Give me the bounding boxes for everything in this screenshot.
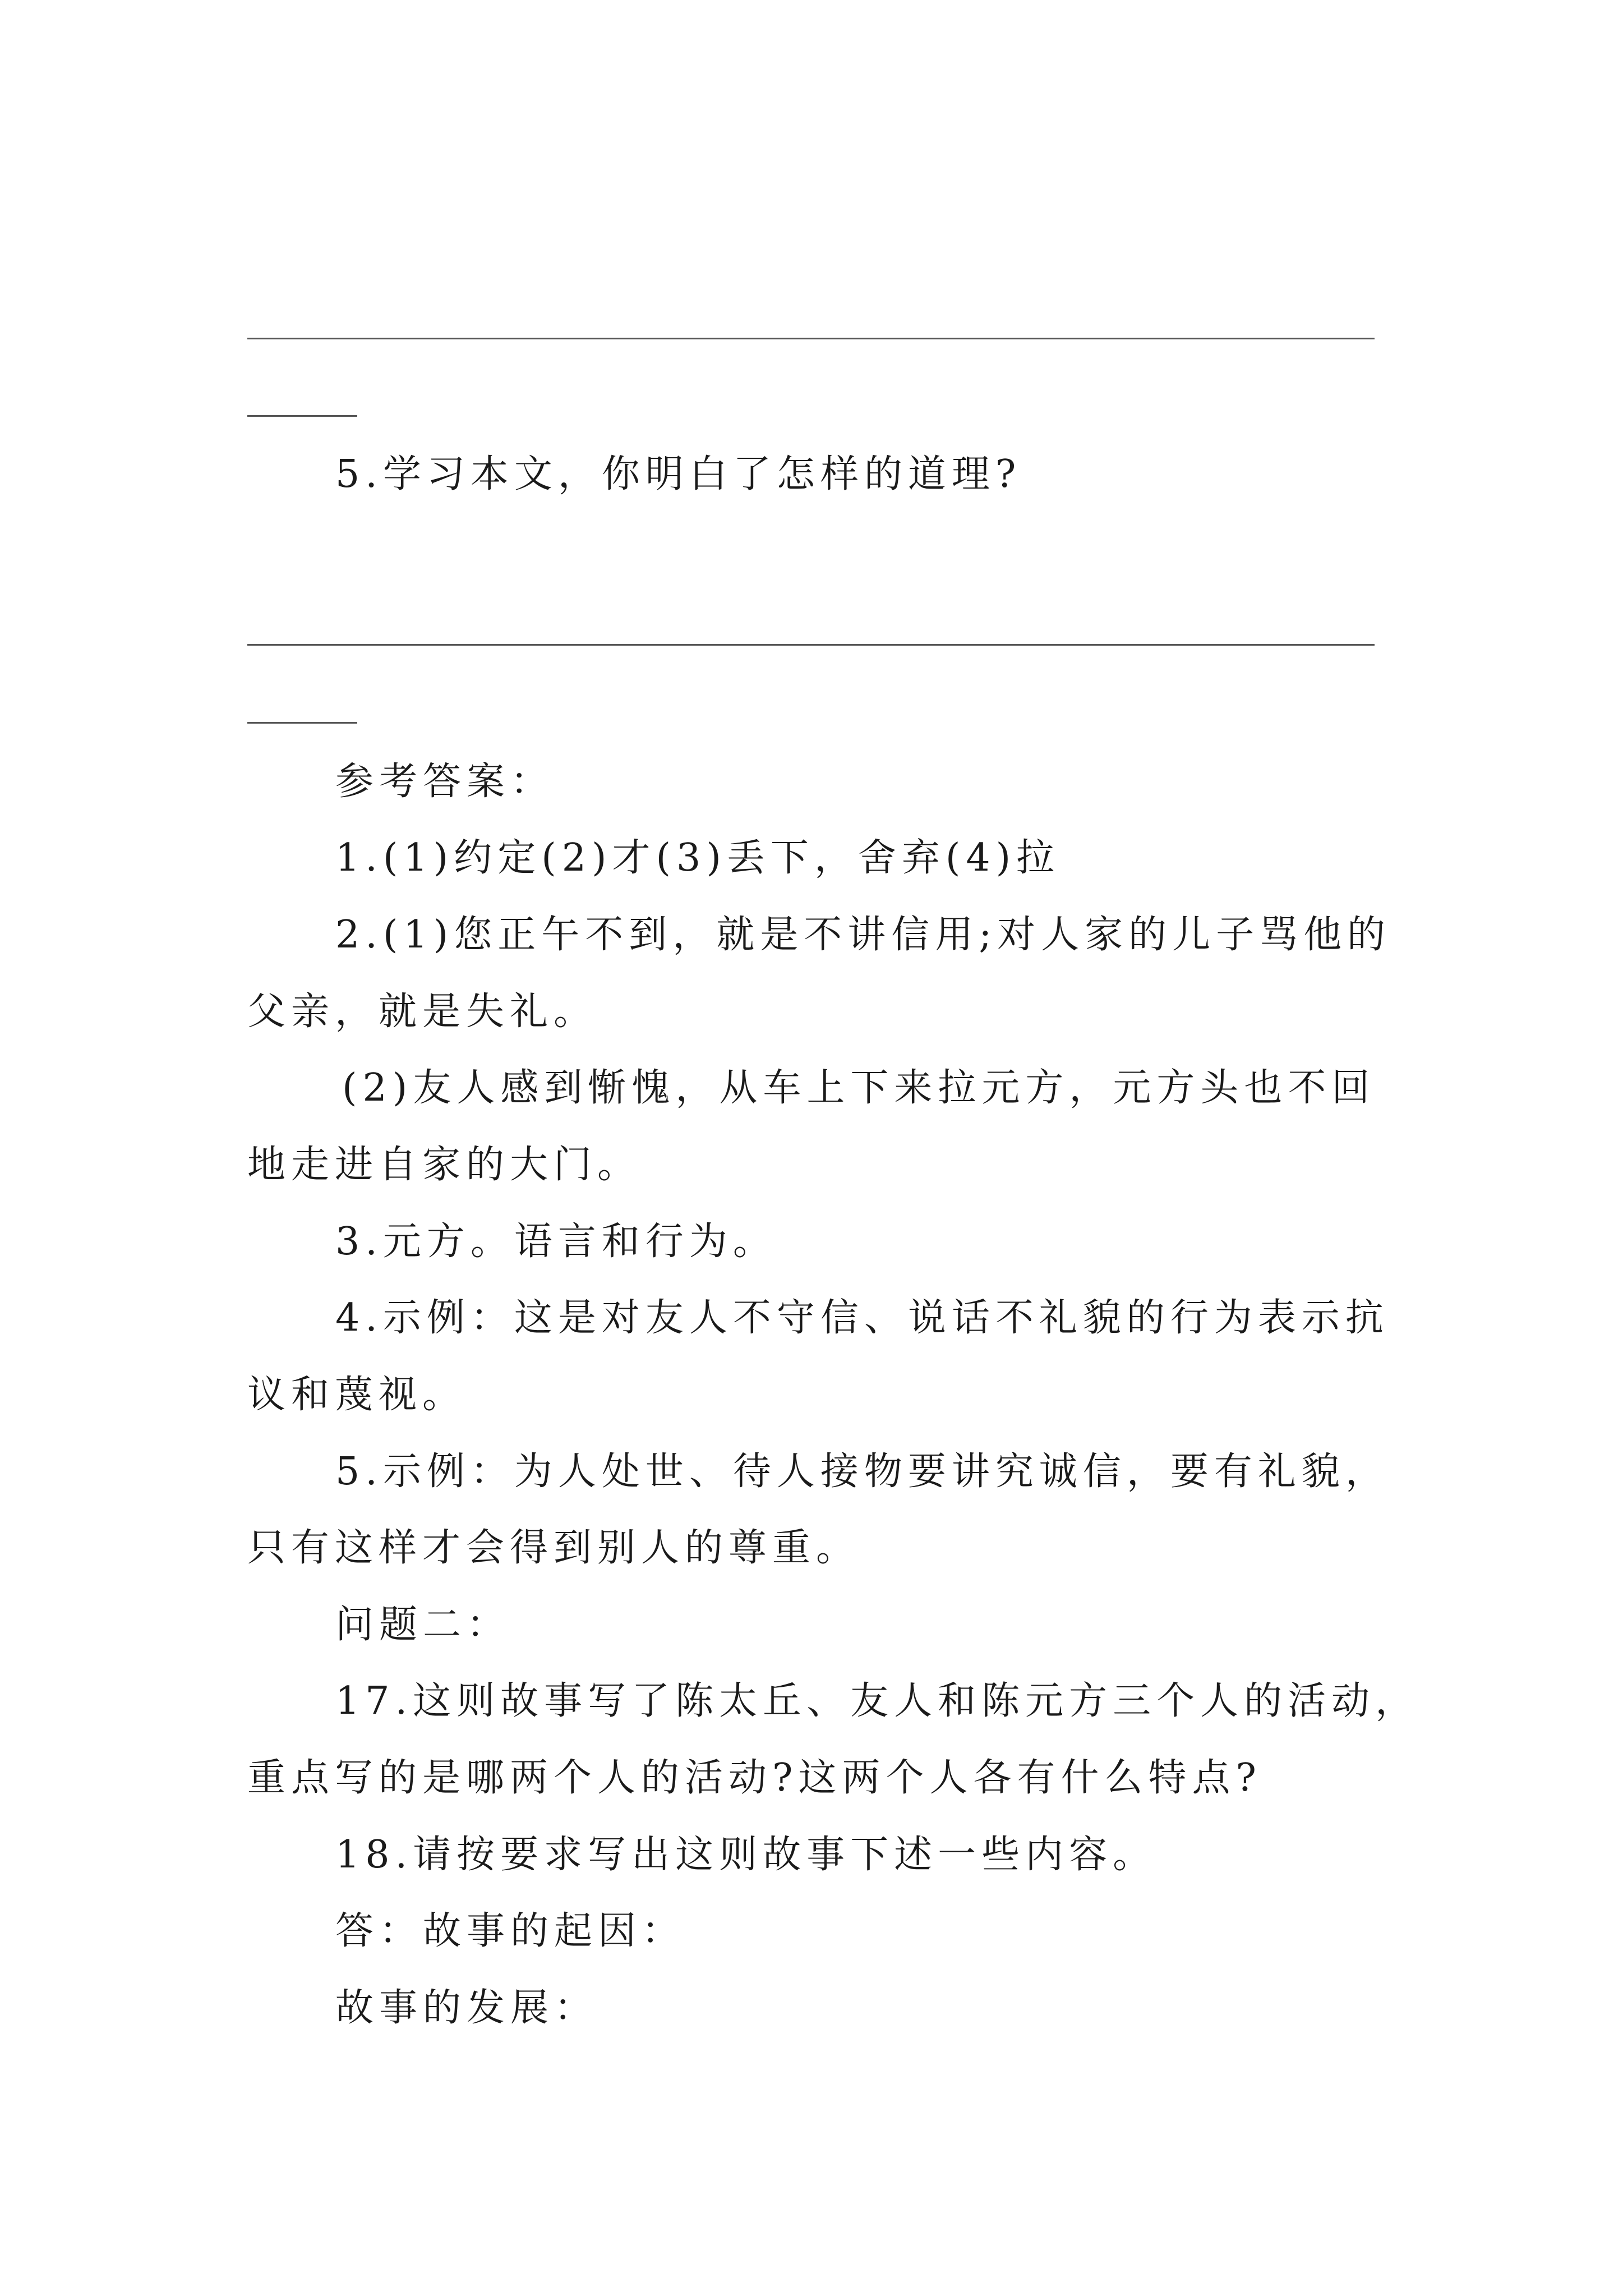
answer-1: 1.(1)约定(2)才(3)丢下，舍弃(4)拉 — [335, 836, 1061, 880]
question-5: 5.学习本文，你明白了怎样的道理? — [335, 452, 1022, 496]
answer-line-end — [247, 722, 357, 724]
answer-3: 3.元方。语言和行为。 — [335, 1220, 777, 1264]
question-17-line-1: 17.这则故事写了陈太丘、友人和陈元方三个人的活动， — [335, 1679, 1419, 1723]
answer-5-line-1: 5.示例：为人处世、待人接物要讲究诚信，要有礼貌， — [335, 1450, 1389, 1494]
answer-story-cause: 答：故事的起因： — [335, 1909, 686, 1953]
answer-2b-line-1: (2)友人感到惭愧，从车上下来拉元方，元方头也不回 — [342, 1066, 1376, 1110]
story-development: 故事的发展： — [335, 1986, 598, 2030]
answer-5-line-2: 只有这样才会得到别人的尊重。 — [247, 1526, 860, 1570]
problem-2-heading: 问题二： — [335, 1603, 511, 1647]
answer-line-end — [247, 415, 357, 417]
answer-line — [247, 338, 1375, 339]
answers-heading: 参考答案： — [335, 760, 555, 804]
question-18: 18.请按要求写出这则故事下述一些内容。 — [335, 1833, 1157, 1877]
answer-2-line-1: 2.(1)您正午不到，就是不讲信用;对人家的儿子骂他的 — [335, 913, 1391, 957]
answer-4-line-2: 议和蔑视。 — [247, 1373, 467, 1417]
question-17-line-2: 重点写的是哪两个人的活动?这两个人各有什么特点? — [247, 1756, 1262, 1800]
answer-line — [247, 644, 1375, 646]
answer-2b-line-2: 地走进自家的大门。 — [247, 1143, 642, 1187]
answer-4-line-1: 4.示例：这是对友人不守信、说话不礼貌的行为表示抗 — [335, 1296, 1389, 1340]
answer-2-line-2: 父亲，就是失礼。 — [247, 990, 598, 1034]
